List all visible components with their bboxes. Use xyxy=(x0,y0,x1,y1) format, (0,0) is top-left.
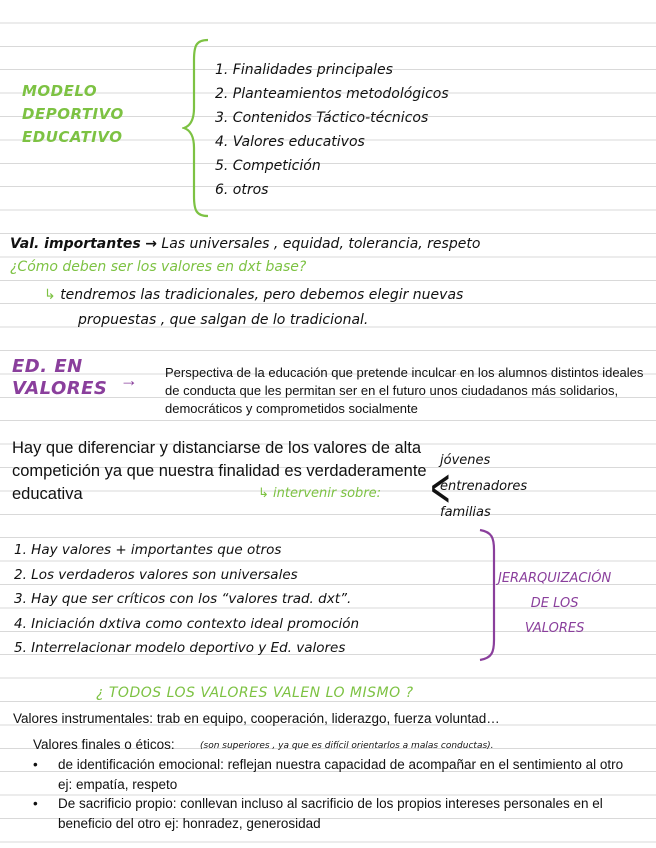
intervenir-list xyxy=(440,448,527,526)
ed-valores-title: ED. EN VALORES xyxy=(12,356,108,399)
list-item: 4. Iniciación dxtiva como contexto ideal promoción xyxy=(14,615,360,632)
bullet-icon: • xyxy=(33,796,38,811)
list-item: 4. Valores educativos xyxy=(215,134,365,150)
diferenciar-paragraph: Hay que diferenciar y distanciarse de los valores de alta competición ya que nuestra finalidad es verdaderamente educativa xyxy=(12,439,427,503)
list-item: 2. Planteamientos metodológicos xyxy=(215,86,449,102)
valores-importantes-text: Las universales , equidad, tolerancia, respeto xyxy=(161,236,481,252)
question-dxt-base: ¿Cómo deben ser los valores en dxt base? xyxy=(10,259,307,275)
angle-bracket-icon: < xyxy=(430,456,451,519)
valores-finales-label: Valores finales o éticos: xyxy=(33,737,175,752)
list-item: entrenadores xyxy=(440,479,528,494)
valores-finales-note: (son superiores , ya que es difícil orientarlos a malas conductas). xyxy=(200,741,494,751)
list-item: 1. Hay valores + importantes que otros xyxy=(14,542,282,558)
valores-instrumentales: Valores instrumentales: trab en equipo, cooperación, liderazgo, fuerza voluntad… xyxy=(13,711,500,726)
valores-importantes-label: Val. importantes xyxy=(10,236,141,252)
jerarquizacion-label: JERARQUIZACIÓN DE LOS VALORES xyxy=(498,571,612,636)
list-item: jóvenes xyxy=(440,453,491,468)
list-item: 5. Competición xyxy=(215,158,321,174)
answer-line-2: propuestas , que salgan de lo tradicional. xyxy=(78,312,369,328)
answer-line-1: ↳ tendremos las tradicionales, pero debemos elegir nuevas xyxy=(44,287,464,303)
list-item: familias xyxy=(440,505,491,520)
curly-brace-icon xyxy=(182,38,212,218)
todos-valores-question: ¿ TODOS LOS VALORES VALEN LO MISMO ? xyxy=(96,685,414,701)
bracket-icon xyxy=(478,528,498,662)
valores-importantes xyxy=(10,236,480,252)
modelo-list xyxy=(215,58,449,202)
list-item: 3. Hay que ser críticos con los “valores trad. dxt”. xyxy=(14,591,352,607)
intervenir-note: ↳ intervenir sobre: xyxy=(258,486,382,501)
list-item: • De sacrificio propio: conllevan incluso al sacrificio de los propios intereses personales en el beneficio del otro ej: honradez, generosidad xyxy=(33,796,603,831)
list-item: 6. otros xyxy=(215,182,269,198)
arrow-icon: → xyxy=(120,370,138,390)
valores-finales-list xyxy=(33,755,633,833)
ed-valores-description: Perspectiva de la educación que pretende inculcar en los alumnos distintos ideales de conducta que les permitan ser en el futuro unos ciudadanos más solidarios, democráticos y comprometidos socialmente xyxy=(165,365,644,416)
return-arrow-icon: ↳ xyxy=(44,287,56,303)
bullet-icon: • xyxy=(33,757,38,772)
list-item: 1. Finalidades principales xyxy=(215,62,393,78)
modelo-title: MODELO DEPORTIVO EDUCATIVO xyxy=(22,82,124,146)
jerarquizacion-list xyxy=(14,538,359,661)
list-item: • de identificación emocional: reflejan nuestra capacidad de acompañar en el sentimiento al otro ej: empatía, respeto xyxy=(33,757,624,792)
list-item: 2. Los verdaderos valores son universales xyxy=(14,566,298,583)
list-item: 3. Contenidos Táctico-técnicos xyxy=(215,110,429,126)
list-item: 5. Interrelacionar modelo deportivo y Ed. valores xyxy=(14,640,346,656)
arrow-icon: → xyxy=(145,236,157,252)
